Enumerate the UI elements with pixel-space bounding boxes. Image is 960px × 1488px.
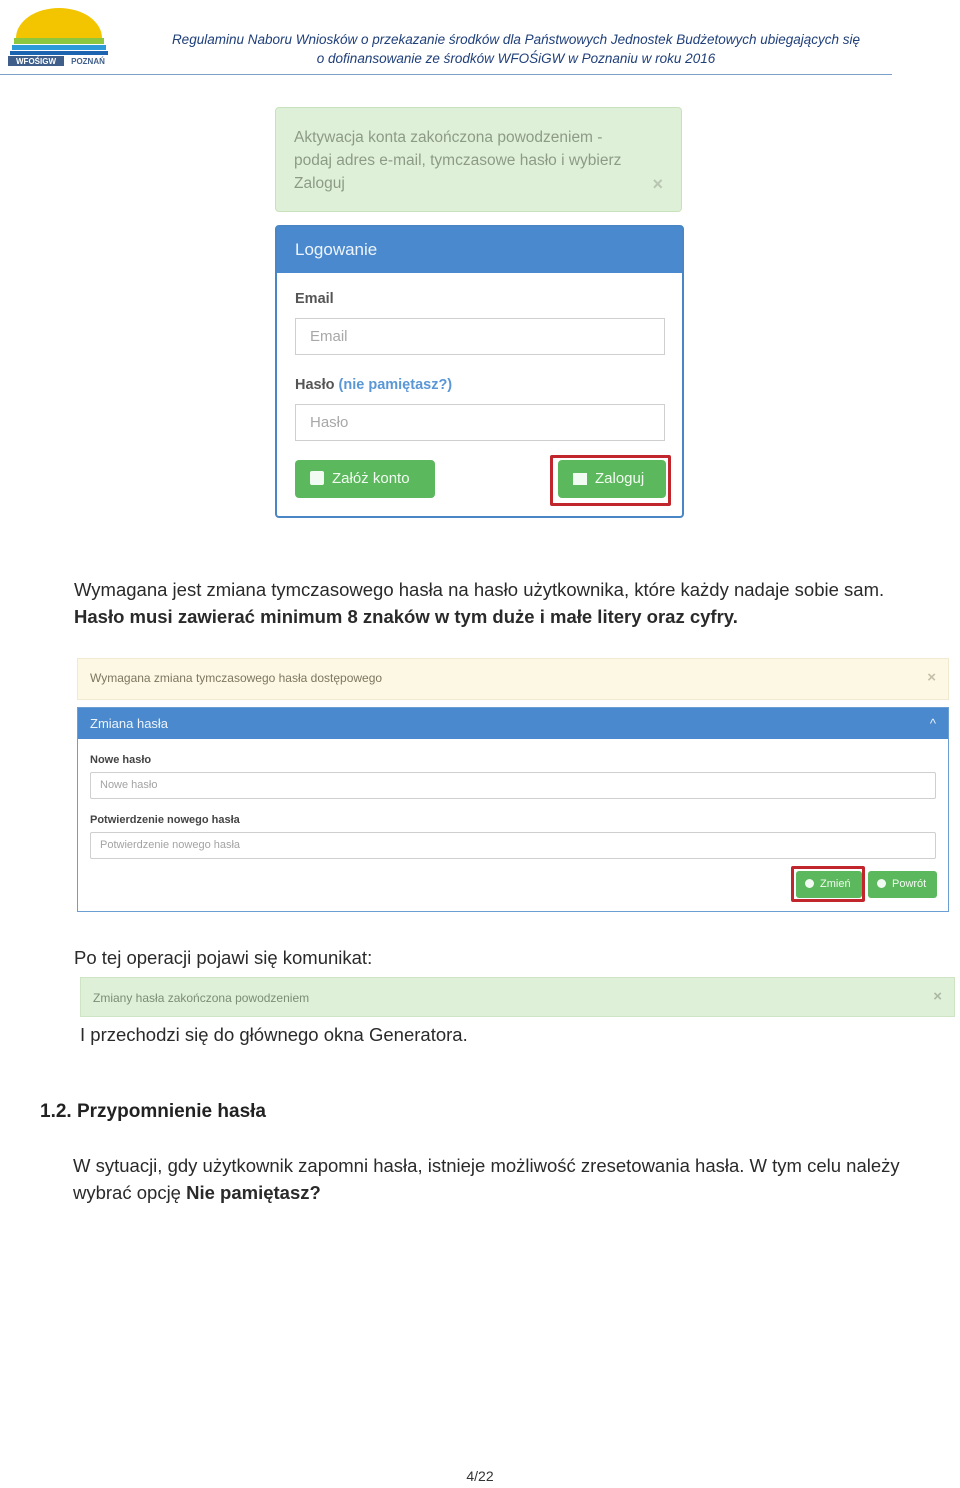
paragraph-password-requirement [74, 577, 904, 630]
close-icon[interactable]: × [652, 174, 663, 194]
chevron-up-icon[interactable]: ^ [929, 716, 936, 731]
alert-text: Aktywacja konta zakończona powodzeniem - podaj adres e-mail, tymczasowe hasło i wybierz Zaloguj [294, 129, 622, 192]
page-number: 4/22 [466, 1468, 494, 1484]
back-circle-icon [877, 879, 886, 888]
paragraph-bold-text: Hasło musi zawierać minimum 8 znaków w tym duże i małe litery oraz cyfry. [74, 605, 738, 627]
wfosigw-logo [8, 8, 110, 66]
create-account-button[interactable] [295, 460, 435, 498]
change-label: Zmień [820, 878, 851, 890]
back-button[interactable] [868, 871, 937, 898]
back-label: Powrót [892, 878, 927, 890]
alert-text: Zmiany hasła zakończona powodzeniem [93, 991, 310, 1005]
create-account-label: Załóż konto [332, 470, 410, 487]
panel-title [78, 708, 948, 739]
paragraph-text: W sytuacji, gdy użytkownik zapomni hasła, istnieje możliwość zresetowania hasła. W tym celu należy wybrać opcję [73, 1155, 900, 1203]
header-line-1: Regulaminu Naboru Wniosków o przekazanie środków dla Państwowych Jednostek Budżetowych ubiegających się [171, 32, 861, 47]
section-heading: 1.2. Przypomnienie hasła [40, 1101, 266, 1122]
new-password-field[interactable]: Nowe hasło [90, 772, 936, 799]
email-field[interactable]: Email [295, 318, 665, 355]
svg-text:POZNAŃ: POZNAŃ [71, 57, 105, 66]
paragraph-main-window: I przechodzi się do głównego okna Generatora. [80, 1024, 468, 1045]
new-password-label: Nowe hasło [90, 754, 152, 766]
password-label-text: Hasło [295, 377, 335, 393]
paragraph-bold-text: Nie pamiętasz? [186, 1181, 321, 1203]
password-change-success-alert [80, 977, 955, 1017]
page-header [0, 0, 960, 78]
login-label: Zaloguj [595, 470, 645, 487]
login-button-highlight [550, 455, 671, 506]
password-label [295, 377, 452, 393]
header-title [120, 30, 912, 68]
svg-text:WFOŚIGW: WFOŚIGW [16, 57, 56, 66]
activation-success-alert [275, 107, 682, 212]
password-change-required-alert [77, 658, 949, 700]
alert-text: Wymagana zmiana tymczasowego hasła dostępowego [90, 671, 383, 685]
email-label: Email [295, 291, 334, 307]
header-line-2: o dofinansowanie ze środków WFOŚiGW w Poznaniu w roku 2016 [316, 51, 716, 66]
close-icon[interactable]: × [933, 988, 942, 1005]
paragraph-password-reminder [73, 1153, 903, 1206]
paragraph-message-intro: Po tej operacji pojawi się komunikat: [74, 947, 373, 968]
panel-title: Logowanie [277, 227, 682, 273]
password-field[interactable]: Hasło [295, 404, 665, 441]
header-divider [0, 74, 892, 75]
panel-title-text: Zmiana hasła [90, 716, 169, 731]
close-icon[interactable]: × [927, 669, 936, 686]
forgot-password-link[interactable]: (nie pamiętasz?) [338, 377, 453, 393]
plus-icon [310, 471, 324, 485]
change-button-highlight [791, 866, 865, 902]
confirm-password-label: Potwierdzenie nowego hasła [90, 814, 240, 826]
confirm-password-field[interactable]: Potwierdzenie nowego hasła [90, 832, 936, 859]
paragraph-text: Wymagana jest zmiana tymczasowego hasła na hasło użytkownika, które każdy nadaje sobie sam. [74, 579, 885, 600]
